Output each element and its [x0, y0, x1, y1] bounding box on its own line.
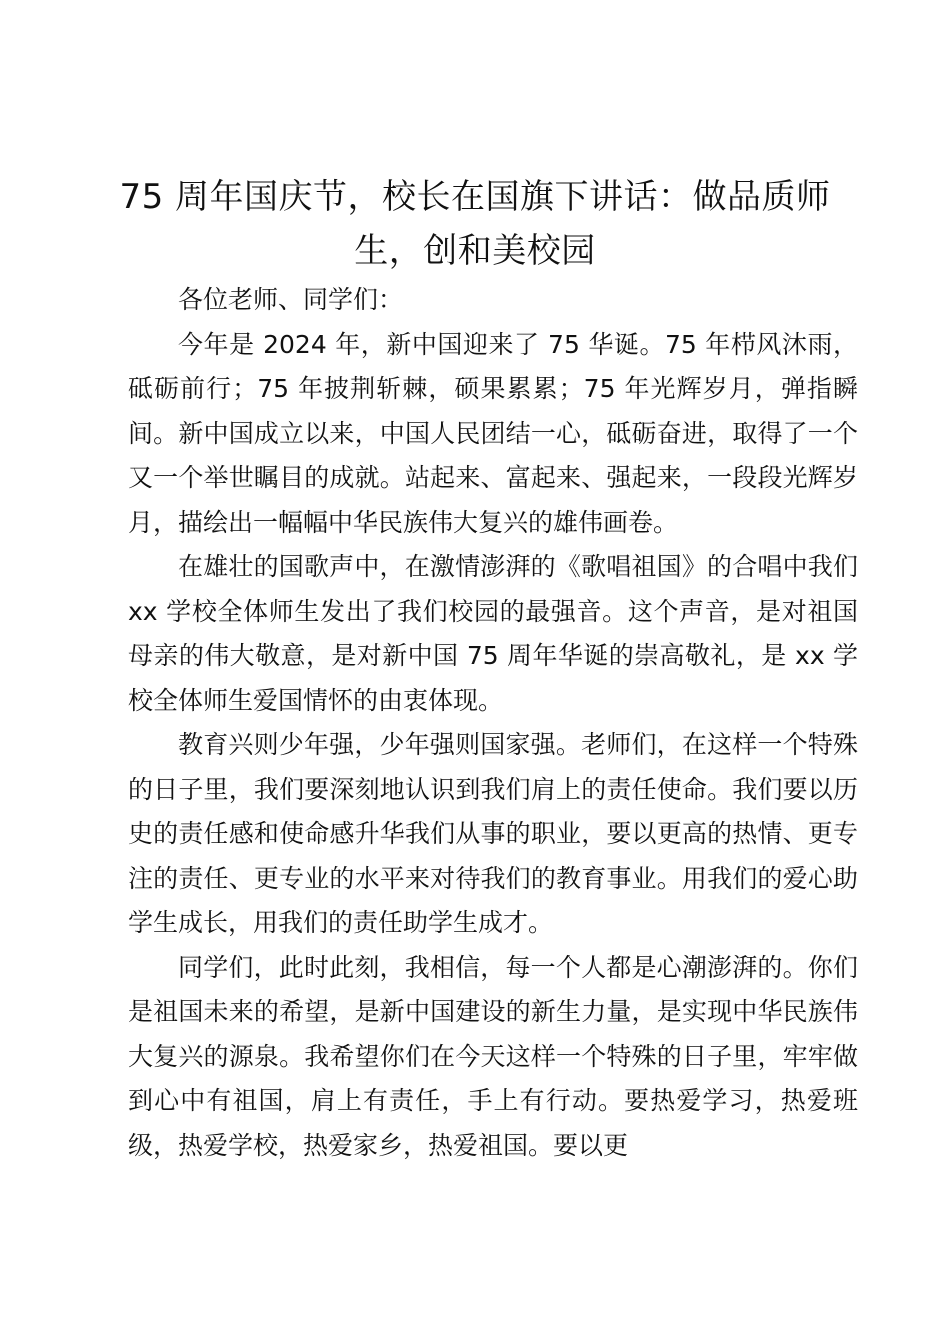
paragraph-3: 教育兴则少年强，少年强则国家强。老师们，在这样一个特殊的日子里，我们要深刻地认识到我们肩上的责任使命。我们要以历史的责任感和使命感升华我们从事的职业，要以更高的热情、更专注的责任、更专业的水平来对待我们的教育事业。用我们的爱心助学生成长，用我们的责任助学生成才。	[128, 730, 858, 937]
paragraph-1: 今年是 2024 年，新中国迎来了 75 华诞。75 年栉风沐雨，砥砺前行；75 年披荆斩棘，硕果累累；75 年光辉岁月，弹指瞬间。新中国成立以来，中国人民团结一心，砥砺奋进，取得了一个又一个举世瞩目的成就。站起来、富起来、强起来，一段段光辉岁月，描绘出一幅幅中华民族伟大复兴的雄伟画卷。	[128, 329, 858, 537]
paragraph-4: 同学们，此时此刻，我相信，每一个人都是心潮澎湃的。你们是祖国未来的希望，是新中国建设的新生力量，是实现中华民族伟大复兴的源泉。我希望你们在今天这样一个特殊的日子里，牢牢做到心中有祖国，肩上有责任，手上有行动。要热爱学习，热爱班级，热爱学校，热爱家乡，热爱祖国。要以更	[128, 952, 858, 1160]
paragraph-2: 在雄壮的国歌声中，在激情澎湃的《歌唱祖国》的合唱中我们 xx 学校全体师生发出了我们校园的最强音。这个声音，是对祖国母亲的伟大敬意，是对新中国 75 周年华诞的崇高敬礼，是 xx 学校全体师生爱国情怀的由衷体现。	[128, 552, 858, 715]
document-title: 75 周年国庆节，校长在国旗下讲话：做品质师生，创和美校园	[119, 177, 831, 271]
document-body	[128, 278, 858, 1168]
greeting: 各位老师、同学们：	[178, 285, 404, 314]
